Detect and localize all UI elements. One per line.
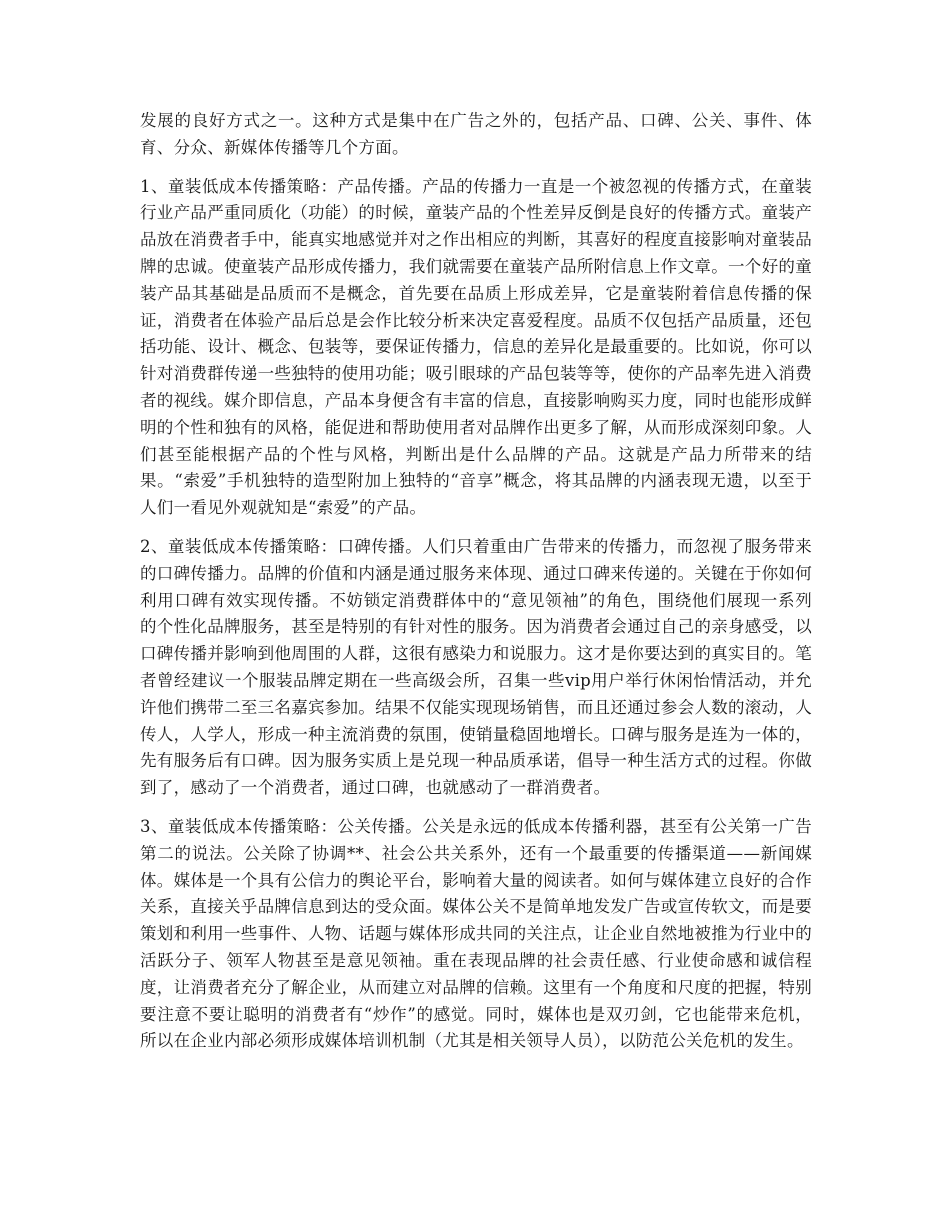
paragraph-intro: 发展的良好方式之一。这种方式是集中在广告之外的，包括产品、口碑、公关、事件、体育、分众、新媒体传播等几个方面。	[140, 111, 812, 157]
document-body	[140, 108, 812, 1067]
paragraph-public-relations: 3、童装低成本传播策略：公关传播。公关是永远的低成本传播利器，甚至有公关第一广告第二的说法。公关除了协调**、社会公共关系外，还有一个最重要的传播渠道——新闻媒体。媒体是一个具有公信力的舆论平台，影响着大量的阅读者。如何与媒体建立良好的合作关系，直接关乎品牌信息到达的受众面。媒体公关不是简单地发发广告或宣传软文，而是要策划和利用一些事件、人物、话题与媒体形成共同的关注点，让企业自然地被推为行业中的活跃分子、领军人物甚至是意见领袖。重在表现品牌的社会责任感、行业使命感和诚信程度，让消费者充分了解企业，从而建立对品牌的信赖。这里有一个角度和尺度的把握，特别要注意不要让聪明的消费者有“炒作”的感觉。同时，媒体也是双刃剑，它也能带来危机，所以在企业内部必须形成媒体培训机制（尤其是相关领导人员），以防范公关危机的发生。	[140, 816, 812, 1051]
paragraph-word-of-mouth: 2、童装低成本传播策略：口碑传播。人们只着重由广告带来的传播力，而忽视了服务带来的口碑传播力。品牌的价值和内涵是通过服务来体现、通过口碑来传递的。关键在于你如何利用口碑有效实现传播。不妨锁定消费群体中的“意见领袖”的角色，围绕他们展现一系列的个性化品牌服务，甚至是特别的有针对性的服务。因为消费者会通过自己的亲身感受，以口碑传播并影响到他周围的人群，这很有感染力和说服力。这才是你要达到的真实目的。笔者曾经建议一个服装品牌定期在一些高级会所，召集一些vip用户举行休闲怡情活动，并允许他们携带二至三名嘉宾参加。结果不仅能实现现场销售，而且还通过参会人数的滚动，人传人，人学人，形成一种主流消费的氛围，使销量稳固地增长。口碑与服务是连为一体的，先有服务后有口碑。因为服务实质上是兑现一种品质承诺，倡导一种生活方式的过程。你做到了，感动了一个消费者，通过口碑，也就感动了一群消费者。	[140, 536, 812, 798]
paragraph-product-communication: 1、童装低成本传播策略：产品传播。产品的传播力一直是一个被忽视的传播方式，在童装行业产品严重同质化（功能）的时候，童装产品的个性差异反倒是良好的传播方式。童装产品放在消费者手中，能真实地感觉并对之作出相应的判断，其喜好的程度直接影响对童装品牌的忠诚。使童装产品形成传播力，我们就需要在童装产品所附信息上作文章。一个好的童装产品其基础是品质而不是概念，首先要在品质上形成差异，它是童装附着信息传播的保证，消费者在体验产品后总是会作比较分析来决定喜爱程度。品质不仅包括产品质量，还包括功能、设计、概念、包装等，要保证传播力，信息的差异化是最重要的。比如说，你可以针对消费群传递一些独特的使用功能；吸引眼球的产品包装等等，使你的产品率先进入消费者的视线。媒介即信息，产品本身便含有丰富的信息，直接影响购买力度，同时也能形成鲜明的个性和独有的风格，能促进和帮助使用者对品牌作出更多了解，从而形成深刻印象。人们甚至能根据产品的个性与风格，判断出是什么品牌的产品。这就是产品力所带来的结果。“索爱”手机独特的造型附加上独特的“音享”概念，将其品牌的内涵表现无遗，以至于人们一看见外观就知是“索爱”的产品。	[140, 176, 812, 518]
